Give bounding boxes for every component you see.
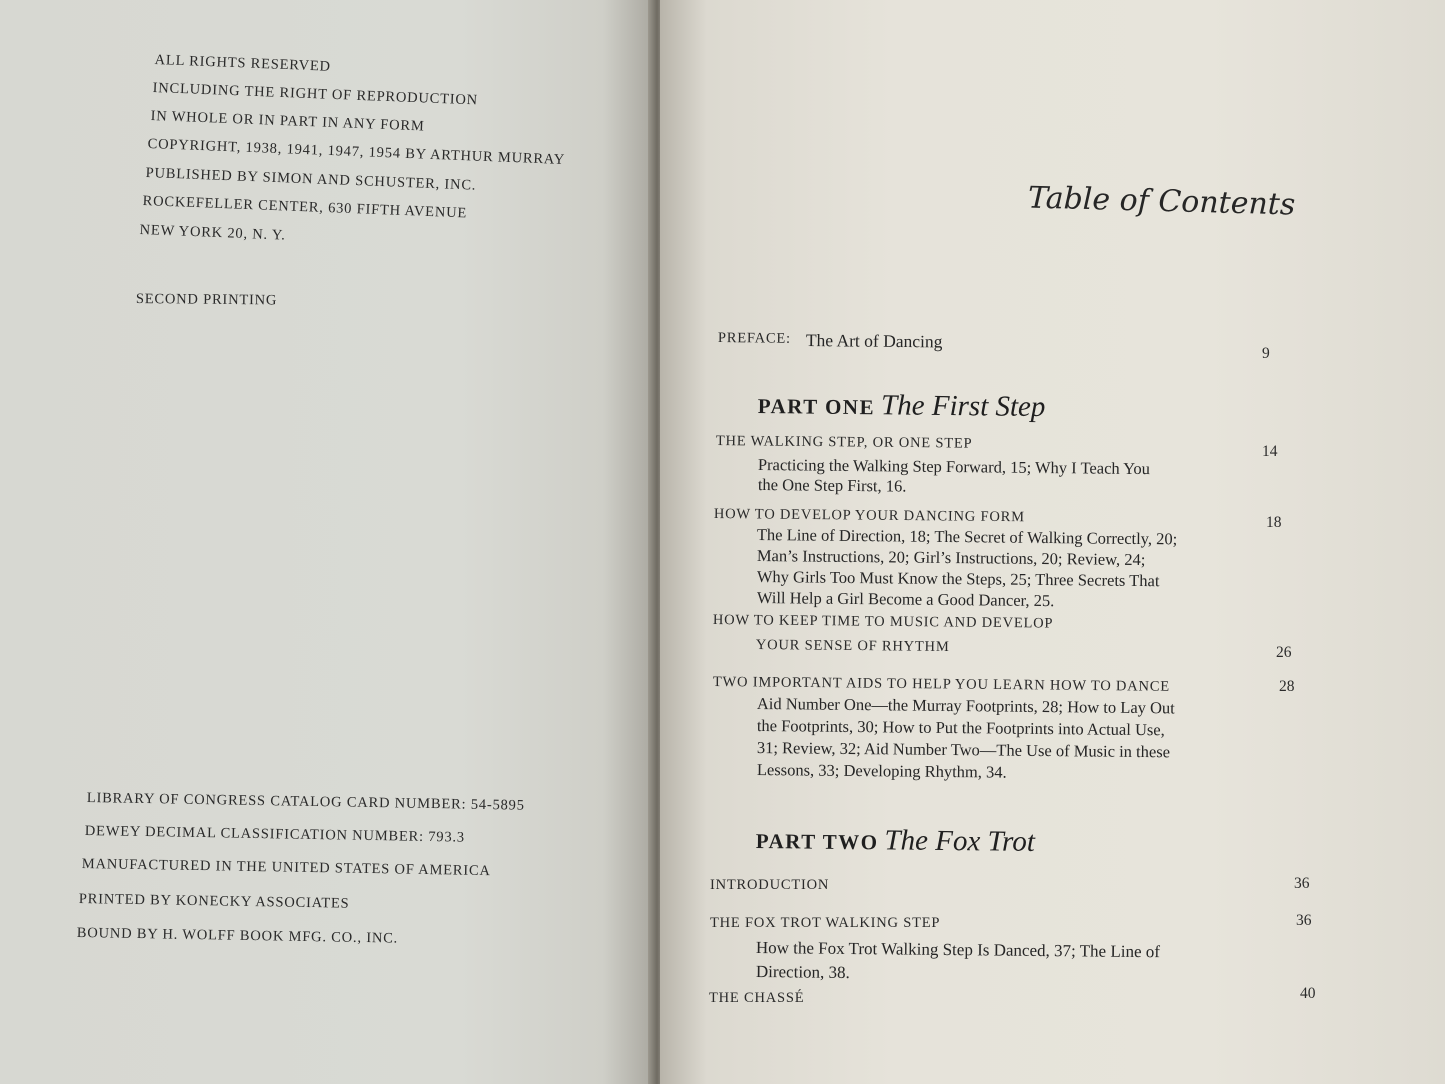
toc-subentry: Direction, 38.: [755, 962, 850, 982]
toc-heading: HOW TO DEVELOP YOUR DANCING FORM: [713, 506, 1025, 526]
toc-page-number: 18: [1266, 514, 1282, 531]
toc-page-number: 26: [1276, 644, 1292, 661]
toc-subentry: Man’s Instructions, 20; Girl’s Instructions, 20; Review, 24;: [756, 546, 1146, 570]
toc-heading-continued: YOUR SENSE OF RHYTHM: [755, 637, 950, 656]
part-one-label: PART ONE: [757, 393, 876, 420]
catalog-card-line: LIBRARY OF CONGRESS CATALOG CARD NUMBER: 54-5895: [86, 790, 525, 814]
toc-page-number: 14: [1262, 443, 1278, 460]
toc-subentry: Will Help a Girl Become a Good Dancer, 25.: [756, 588, 1055, 611]
address-line: ROCKEFELLER CENTER, 630 FIFTH AVENUE: [142, 193, 468, 222]
printing-line: SECOND PRINTING: [135, 291, 278, 309]
toc-subentry: the Footprints, 30; How to Put the Footprints into Actual Use,: [756, 716, 1165, 740]
toc-page-number: 36: [1296, 912, 1312, 929]
dewey-line: DEWEY DECIMAL CLASSIFICATION NUMBER: 793.3: [84, 823, 466, 846]
rights-line-2: INCLUDING THE RIGHT OF REPRODUCTION: [152, 80, 479, 109]
toc-page-number: 28: [1279, 678, 1295, 695]
toc-subentry: 31; Review, 32; Aid Number Two—The Use of Music in these: [756, 738, 1171, 762]
toc-heading: TWO IMPORTANT AIDS TO HELP YOU LEARN HOW TO DANCE: [712, 674, 1170, 695]
preface-page: 9: [1262, 345, 1270, 362]
bound-by-line: BOUND BY H. WOLFF BOOK MFG. CO., INC.: [76, 925, 399, 947]
toc-page-number: 40: [1300, 985, 1316, 1002]
rights-line-3: IN WHOLE OR IN PART IN ANY FORM: [150, 108, 425, 135]
toc-subentry: Lessons, 33; Developing Rhythm, 34.: [756, 760, 1007, 782]
toc-subentry: Aid Number One—the Murray Footprints, 28; How to Lay Out: [756, 694, 1175, 718]
manufactured-line: MANUFACTURED IN THE UNITED STATES OF AMERICA: [81, 856, 491, 880]
toc-subentry: Why Girls Too Must Know the Steps, 25; Three Secrets That: [756, 567, 1160, 591]
toc-subentry: How the Fox Trot Walking Step Is Danced, 37; The Line of: [755, 938, 1161, 962]
part-two-heading: [756, 823, 1035, 859]
preface-label: PREFACE:: [717, 330, 792, 347]
publisher-line: PUBLISHED BY SIMON AND SCHUSTER, INC.: [145, 165, 477, 194]
rights-line-1: ALL RIGHTS RESERVED: [154, 52, 332, 75]
part-two-label: PART TWO: [755, 828, 879, 855]
preface-title: The Art of Dancing: [805, 330, 943, 352]
toc-page-number: 36: [1294, 875, 1310, 892]
toc-heading: THE WALKING STEP, OR ONE STEP: [715, 433, 973, 452]
part-one-heading: [758, 388, 1046, 424]
toc-heading: INTRODUCTION: [710, 877, 830, 893]
copyright-line: COPYRIGHT, 1938, 1941, 1947, 1954 BY ARTHUR MURRAY: [147, 136, 566, 169]
toc-subentry: the One Step First, 16.: [757, 475, 907, 496]
toc-heading: THE FOX TROT WALKING STEP: [710, 915, 941, 931]
city-line: NEW YORK 20, N. Y.: [139, 222, 287, 244]
page-title: Table of Contents: [1027, 180, 1296, 223]
toc-subentry: The Line of Direction, 18; The Secret of Walking Correctly, 20;: [756, 525, 1178, 549]
toc-subentry: Practicing the Walking Step Forward, 15; Why I Teach You: [757, 455, 1151, 479]
part-two-title: The Fox Trot: [884, 824, 1036, 858]
printed-by-line: PRINTED BY KONECKY ASSOCIATES: [78, 891, 350, 912]
part-one-title: The First Step: [880, 389, 1046, 424]
toc-heading: THE CHASSÉ: [709, 990, 805, 1006]
toc-heading: HOW TO KEEP TIME TO MUSIC AND DEVELOP: [712, 612, 1054, 632]
